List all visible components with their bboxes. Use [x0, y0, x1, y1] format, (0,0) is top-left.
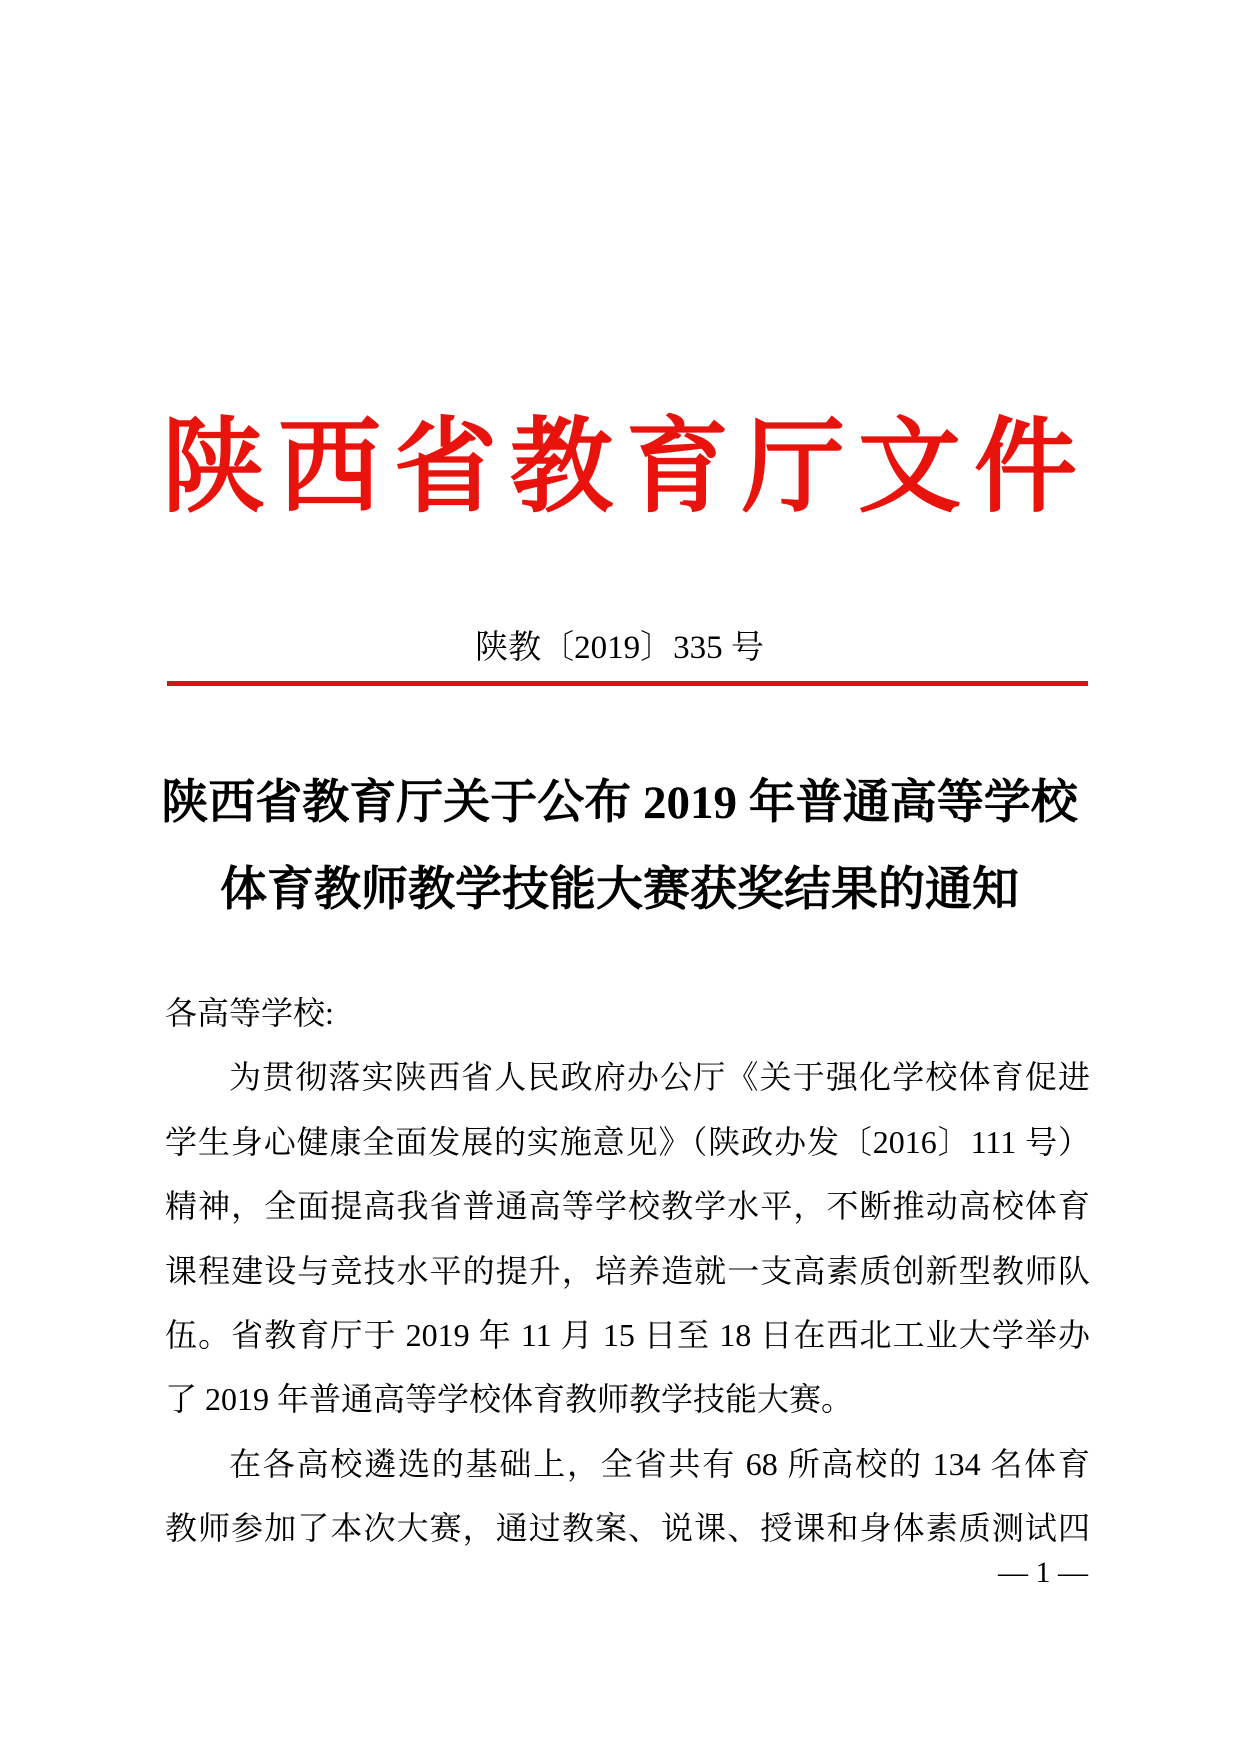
red-divider-rule — [167, 681, 1088, 686]
body-line: 各高等学校: — [165, 995, 334, 1031]
body-line: 精神，全面提高我省普通高等学校教学水平，不断推动高校体育 — [165, 1188, 1090, 1225]
body-line: 了 2019 年普通高等学校体育教师教学技能大赛。 — [165, 1381, 854, 1418]
page-number: — 1 — — [998, 1556, 1088, 1589]
body-line: 伍。省教育厅于 2019 年 11 月 15 日至 18 日在西北工业大学举办 — [165, 1317, 1090, 1354]
body-line: 课程建设与竞技水平的提升，培养造就一支高素质创新型教师队 — [165, 1252, 1090, 1289]
body-line: 学生身心健康全面发展的实施意见》（陕政办发〔2016〕111 号） — [165, 1123, 1090, 1160]
body-line: 在各高校遴选的基础上，全省共有 68 所高校的 134 名体育 — [229, 1445, 1090, 1482]
document-title-line-1: 陕西省教育厅关于公布 2019 年普通高等学校 — [161, 777, 1078, 829]
body-text — [165, 981, 1090, 1561]
document-number: 陕教〔2019〕335 号 — [475, 630, 764, 666]
document-title-line-2: 体育教师教学技能大赛获奖结果的通知 — [220, 864, 1019, 916]
body-line: 教师参加了本次大赛，通过教案、说课、授课和身体素质测试四 — [165, 1510, 1090, 1547]
body-line: 为贯彻落实陕西省人民政府办公厅《关于强化学校体育促进 — [229, 1059, 1090, 1096]
agency-header-title: 陕西省教育厅文件 — [162, 411, 1090, 525]
document-title — [0, 760, 1239, 934]
